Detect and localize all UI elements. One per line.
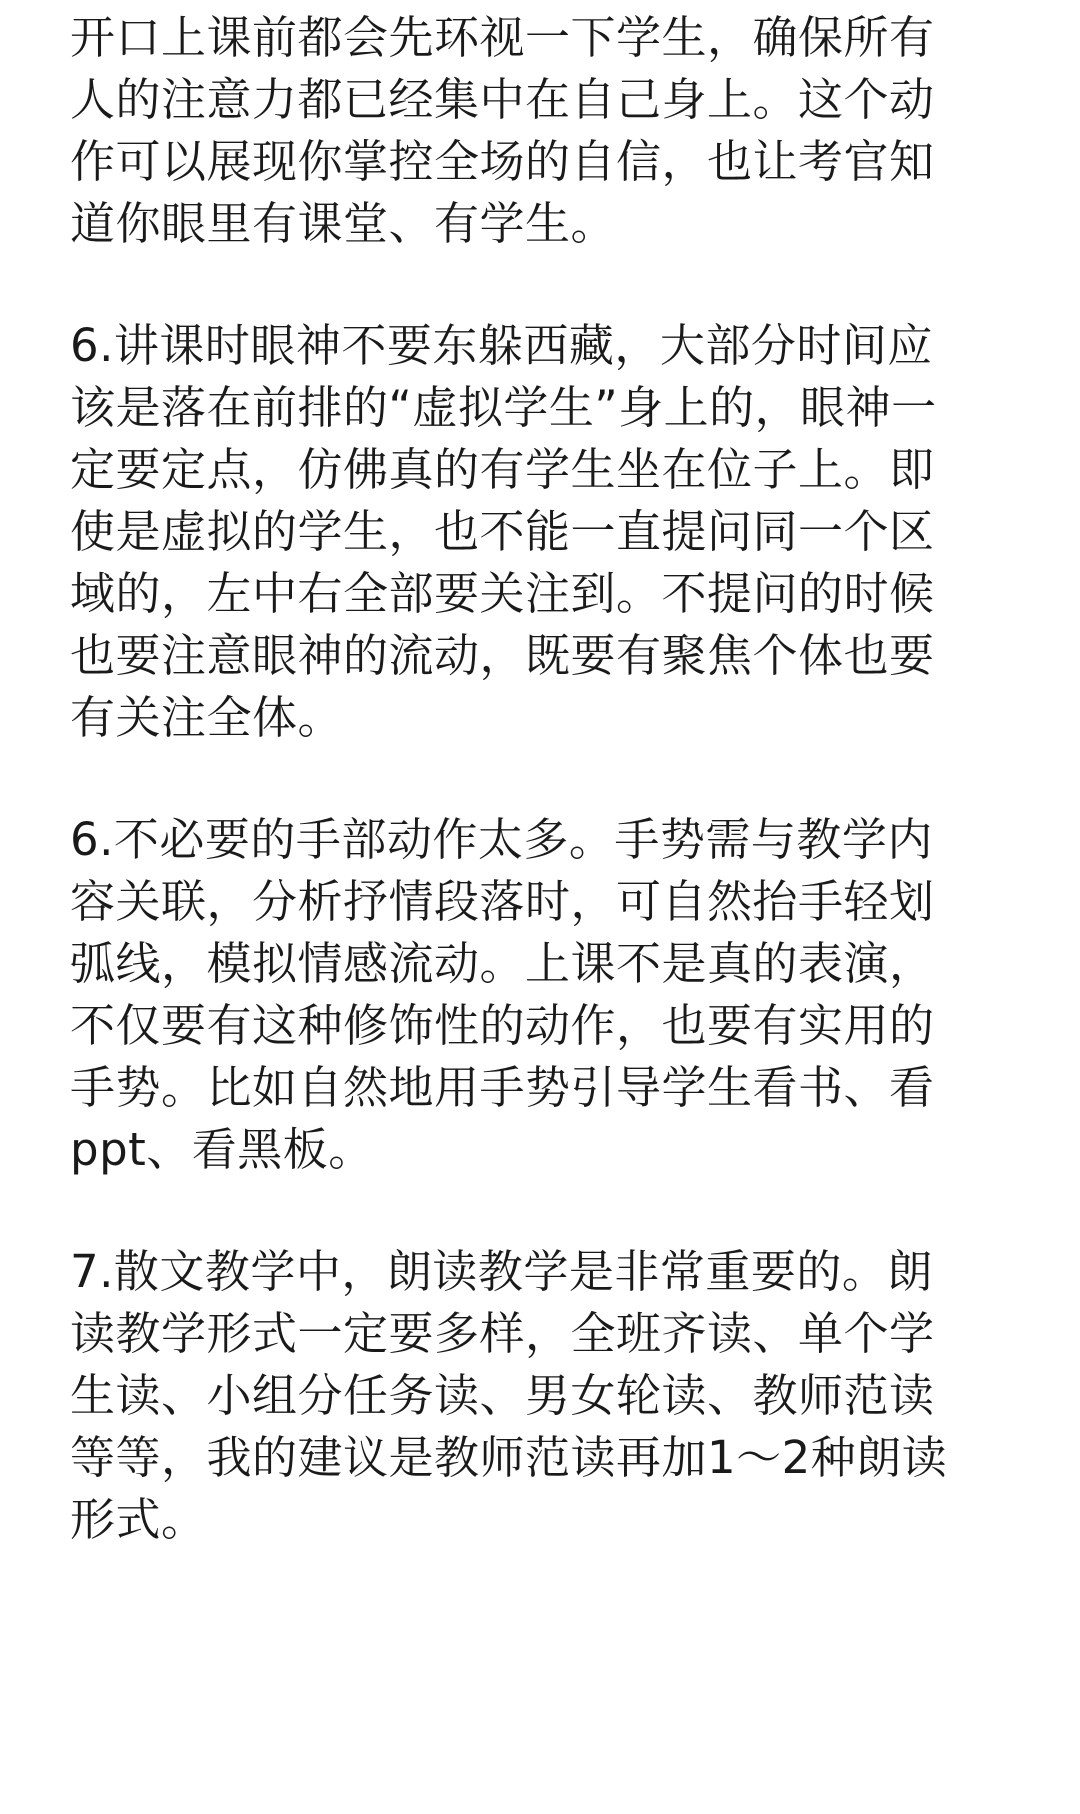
text-line: 开口上课前都会先环视一下学生，确保所有 (70, 11, 935, 64)
text-line: 7.散文教学中，朗读教学是非常重要的。朗 (70, 1245, 933, 1298)
text-line: 容关联，分析抒情段落时，可自然抬手轻划 (70, 875, 935, 928)
text-line: 等等，我的建议是教师范读再加1～2种朗读 (70, 1431, 948, 1484)
text-line: 弧线，模拟情感流动。上课不是真的表演， (70, 937, 935, 990)
text-line: 该是落在前排的“虚拟学生”身上的，眼神一 (70, 381, 937, 434)
text-line: 定要定点，仿佛真的有学生坐在位子上。即 (70, 443, 935, 496)
text-line: 有关注全体。 (70, 691, 344, 744)
text-line: 6.讲课时眼神不要东躲西藏，大部分时间应 (70, 319, 933, 372)
text-line: 不仅要有这种修饰性的动作，也要有实用的 (70, 999, 935, 1052)
text-line: 作可以展现你掌控全场的自信，也让考官知 (70, 135, 935, 188)
text-line: 道你眼里有课堂、有学生。 (70, 197, 617, 250)
text-line: 读教学形式一定要多样，全班齐读、单个学 (70, 1307, 935, 1360)
text-line: 人的注意力都已经集中在自己身上。这个动 (70, 73, 935, 126)
text-line: ppt、看黑板。 (70, 1123, 374, 1176)
text-line: 手势。比如自然地用手势引导学生看书、看 (70, 1061, 935, 1114)
text-line: 域的，左中右全部要关注到。不提问的时候 (70, 567, 935, 620)
text-line: 生读、小组分任务读、男女轮读、教师范读 (70, 1369, 935, 1422)
text-line: 6.不必要的手部动作太多。手势需与教学内 (70, 813, 933, 866)
text-line: 也要注意眼神的流动，既要有聚焦个体也要 (70, 629, 935, 682)
text-line: 形式。 (70, 1493, 207, 1546)
text-line: 使是虚拟的学生，也不能一直提问同一个区 (70, 505, 935, 558)
